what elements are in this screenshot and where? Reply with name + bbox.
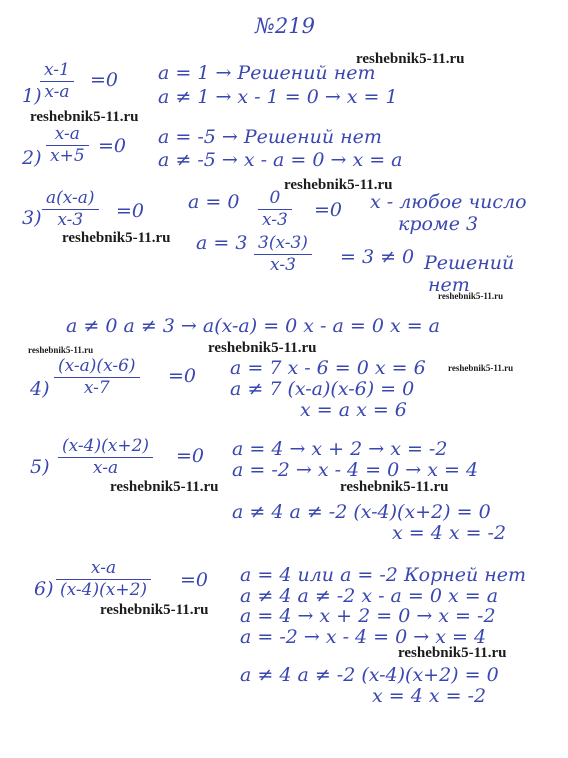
watermark: reshebnik5-11.ru bbox=[284, 177, 393, 193]
watermark: reshebnik5-11.ru bbox=[398, 645, 507, 661]
item-3-case-1-result-2: кроме 3 bbox=[398, 213, 479, 235]
item-3-case-2-fraction bbox=[254, 235, 312, 274]
item-5-denominator: x-a bbox=[92, 458, 119, 478]
item-6-label: 6) bbox=[34, 578, 54, 600]
watermark: reshebnik5-11.ru bbox=[448, 363, 514, 373]
item-5-case-line-2: a = -2 → x - 4 = 0 → x = 4 bbox=[232, 459, 479, 481]
item-6-case-line-2: a ≠ 4 a ≠ -2 x - a = 0 x = a bbox=[240, 585, 499, 607]
item-3-case-1: a = 0 bbox=[188, 191, 240, 213]
item-3-denominator: x-3 bbox=[57, 210, 84, 230]
item-3-equals: =0 bbox=[116, 200, 145, 222]
watermark: reshebnik5-11.ru bbox=[100, 602, 209, 618]
watermark: reshebnik5-11.ru bbox=[340, 479, 449, 495]
item-2-case-line-2: a ≠ -5 → x - a = 0 → x = a bbox=[158, 149, 403, 171]
item-6-fraction bbox=[56, 560, 151, 599]
item-6-case-line-4: a = -2 → x - 4 = 0 → x = 4 bbox=[240, 626, 487, 648]
item-3-label: 3) bbox=[22, 207, 42, 229]
item-5-case-line-1: a = 4 → x + 2 → x = -2 bbox=[232, 438, 448, 460]
item-1-equals: =0 bbox=[90, 69, 119, 91]
item-1-case-line-2: a ≠ 1 → x - 1 = 0 → x = 1 bbox=[158, 86, 398, 108]
watermark: reshebnik5-11.ru bbox=[356, 51, 465, 67]
item-4-case-line-3: x = a x = 6 bbox=[300, 399, 407, 421]
problem-number-title: №219 bbox=[255, 14, 315, 38]
item-6-case-line-6: x = 4 x = -2 bbox=[372, 685, 487, 707]
item-3-case-2-numerator: 3(x-3) bbox=[258, 233, 308, 253]
item-3-general-case: a ≠ 0 a ≠ 3 → a(x-a) = 0 x - a = 0 x = a bbox=[66, 315, 440, 337]
watermark: reshebnik5-11.ru bbox=[208, 340, 317, 356]
item-4-fraction bbox=[54, 358, 140, 397]
item-5-fraction bbox=[58, 438, 153, 477]
item-3-case-2-result-1: Решений bbox=[424, 252, 515, 274]
item-2-label: 2) bbox=[22, 147, 42, 169]
item-3-case-2: a = 3 bbox=[196, 232, 248, 254]
item-4-numerator: (x-a)(x-6) bbox=[58, 356, 136, 376]
watermark: reshebnik5-11.ru bbox=[110, 479, 219, 495]
item-4-denominator: x-7 bbox=[83, 378, 110, 398]
item-5-numerator: (x-4)(x+2) bbox=[62, 436, 150, 456]
item-3-case-1-denominator: x-3 bbox=[262, 210, 288, 230]
item-2-denominator: x+5 bbox=[50, 146, 85, 166]
watermark: reshebnik5-11.ru bbox=[28, 345, 94, 355]
item-5-label: 5) bbox=[30, 456, 50, 478]
item-3-case-1-equals: =0 bbox=[314, 199, 343, 221]
item-4-equals: =0 bbox=[168, 365, 197, 387]
item-3-case-1-result-1: x - любое число bbox=[370, 191, 527, 213]
item-6-numerator: x-a bbox=[90, 558, 117, 578]
item-3-case-1-fraction bbox=[258, 190, 292, 229]
watermark: reshebnik5-11.ru bbox=[62, 230, 171, 246]
item-6-equals: =0 bbox=[180, 569, 209, 591]
watermark: reshebnik5-11.ru bbox=[30, 109, 139, 125]
watermark: reshebnik5-11.ru bbox=[438, 291, 504, 301]
item-6-case-line-5: a ≠ 4 a ≠ -2 (x-4)(x+2) = 0 bbox=[240, 664, 499, 686]
item-3-numerator: a(x-a) bbox=[46, 188, 95, 208]
item-1-case-line-1: a = 1 → Решений нет bbox=[158, 62, 376, 84]
item-5-case-line-4: x = 4 x = -2 bbox=[392, 522, 507, 544]
item-3-case-2-equals: = 3 ≠ 0 bbox=[340, 246, 415, 268]
item-1-denominator: x-a bbox=[44, 82, 70, 102]
item-6-case-line-3: a = 4 → x + 2 = 0 → x = -2 bbox=[240, 605, 496, 627]
item-1-label: 1) bbox=[22, 85, 42, 107]
item-2-fraction bbox=[46, 126, 89, 165]
item-3-case-1-numerator: 0 bbox=[269, 188, 281, 208]
item-4-case-line-1: a = 7 x - 6 = 0 x = 6 bbox=[230, 357, 426, 379]
item-3-case-2-denominator: x-3 bbox=[270, 255, 296, 275]
item-4-case-line-2: a ≠ 7 (x-a)(x-6) = 0 bbox=[230, 378, 415, 400]
item-2-case-line-1: a = -5 → Решений нет bbox=[158, 126, 382, 148]
item-4-label: 4) bbox=[30, 378, 50, 400]
item-5-equals: =0 bbox=[176, 445, 205, 467]
item-3-case-2-result-2: нет bbox=[428, 274, 470, 296]
item-1-fraction bbox=[40, 62, 74, 101]
item-3-fraction bbox=[42, 190, 99, 229]
item-2-numerator: x-a bbox=[54, 124, 80, 144]
item-2-equals: =0 bbox=[98, 135, 127, 157]
item-6-denominator: (x-4)(x+2) bbox=[60, 580, 148, 600]
item-6-case-line-1: a = 4 или a = -2 Корней нет bbox=[240, 564, 527, 586]
item-5-case-line-3: a ≠ 4 a ≠ -2 (x-4)(x+2) = 0 bbox=[232, 501, 491, 523]
item-1-numerator: x-1 bbox=[44, 60, 70, 80]
